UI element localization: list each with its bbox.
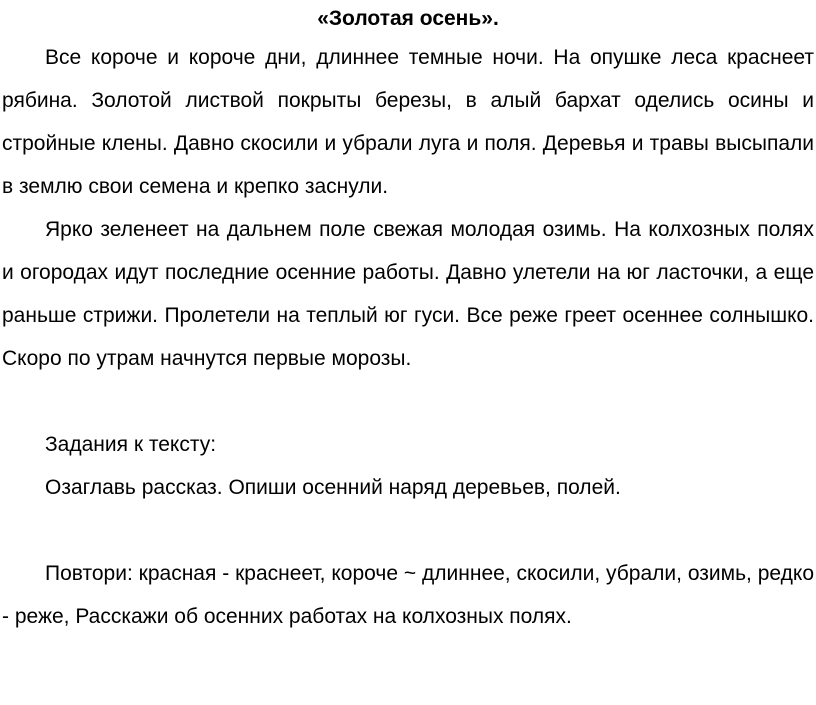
spacer <box>2 509 814 552</box>
spacer <box>2 380 814 423</box>
document-page <box>2 0 814 638</box>
tasks-heading: Задания к тексту: <box>45 433 217 456</box>
task-1: Озаглавь рассказ. Опиши осенний наряд деревьев, полей. <box>45 476 621 499</box>
document-title: «Золотая осень». <box>317 7 499 30</box>
paragraph-1: Все короче и короче дни, длиннее темные ночи. На опушке леса краснеет рябина. Золотой листвой покрыты березы, в алый бархат оделись осины и стройные клены. Давно скосили и убрали луга и поля. Деревья и травы высыпали в землю свои семена и крепко заснули. <box>2 46 814 198</box>
task-2: Повтори: красная - краснеет, короче ~ длиннее, скосили, убрали, озимь, редко - реже, Расскажи об осенних работах на колхозных полях. <box>2 562 814 628</box>
paragraph-2: Ярко зеленеет на дальнем поле свежая молодая озимь. На колхозных полях и огородах идут последние осенние работы. Давно улетели на юг ласточки, а еще раньше стрижи. Пролетели на теплый юг гуси. Все реже греет осеннее солнышко. Скоро по утрам начнутся первые морозы. <box>2 218 814 370</box>
